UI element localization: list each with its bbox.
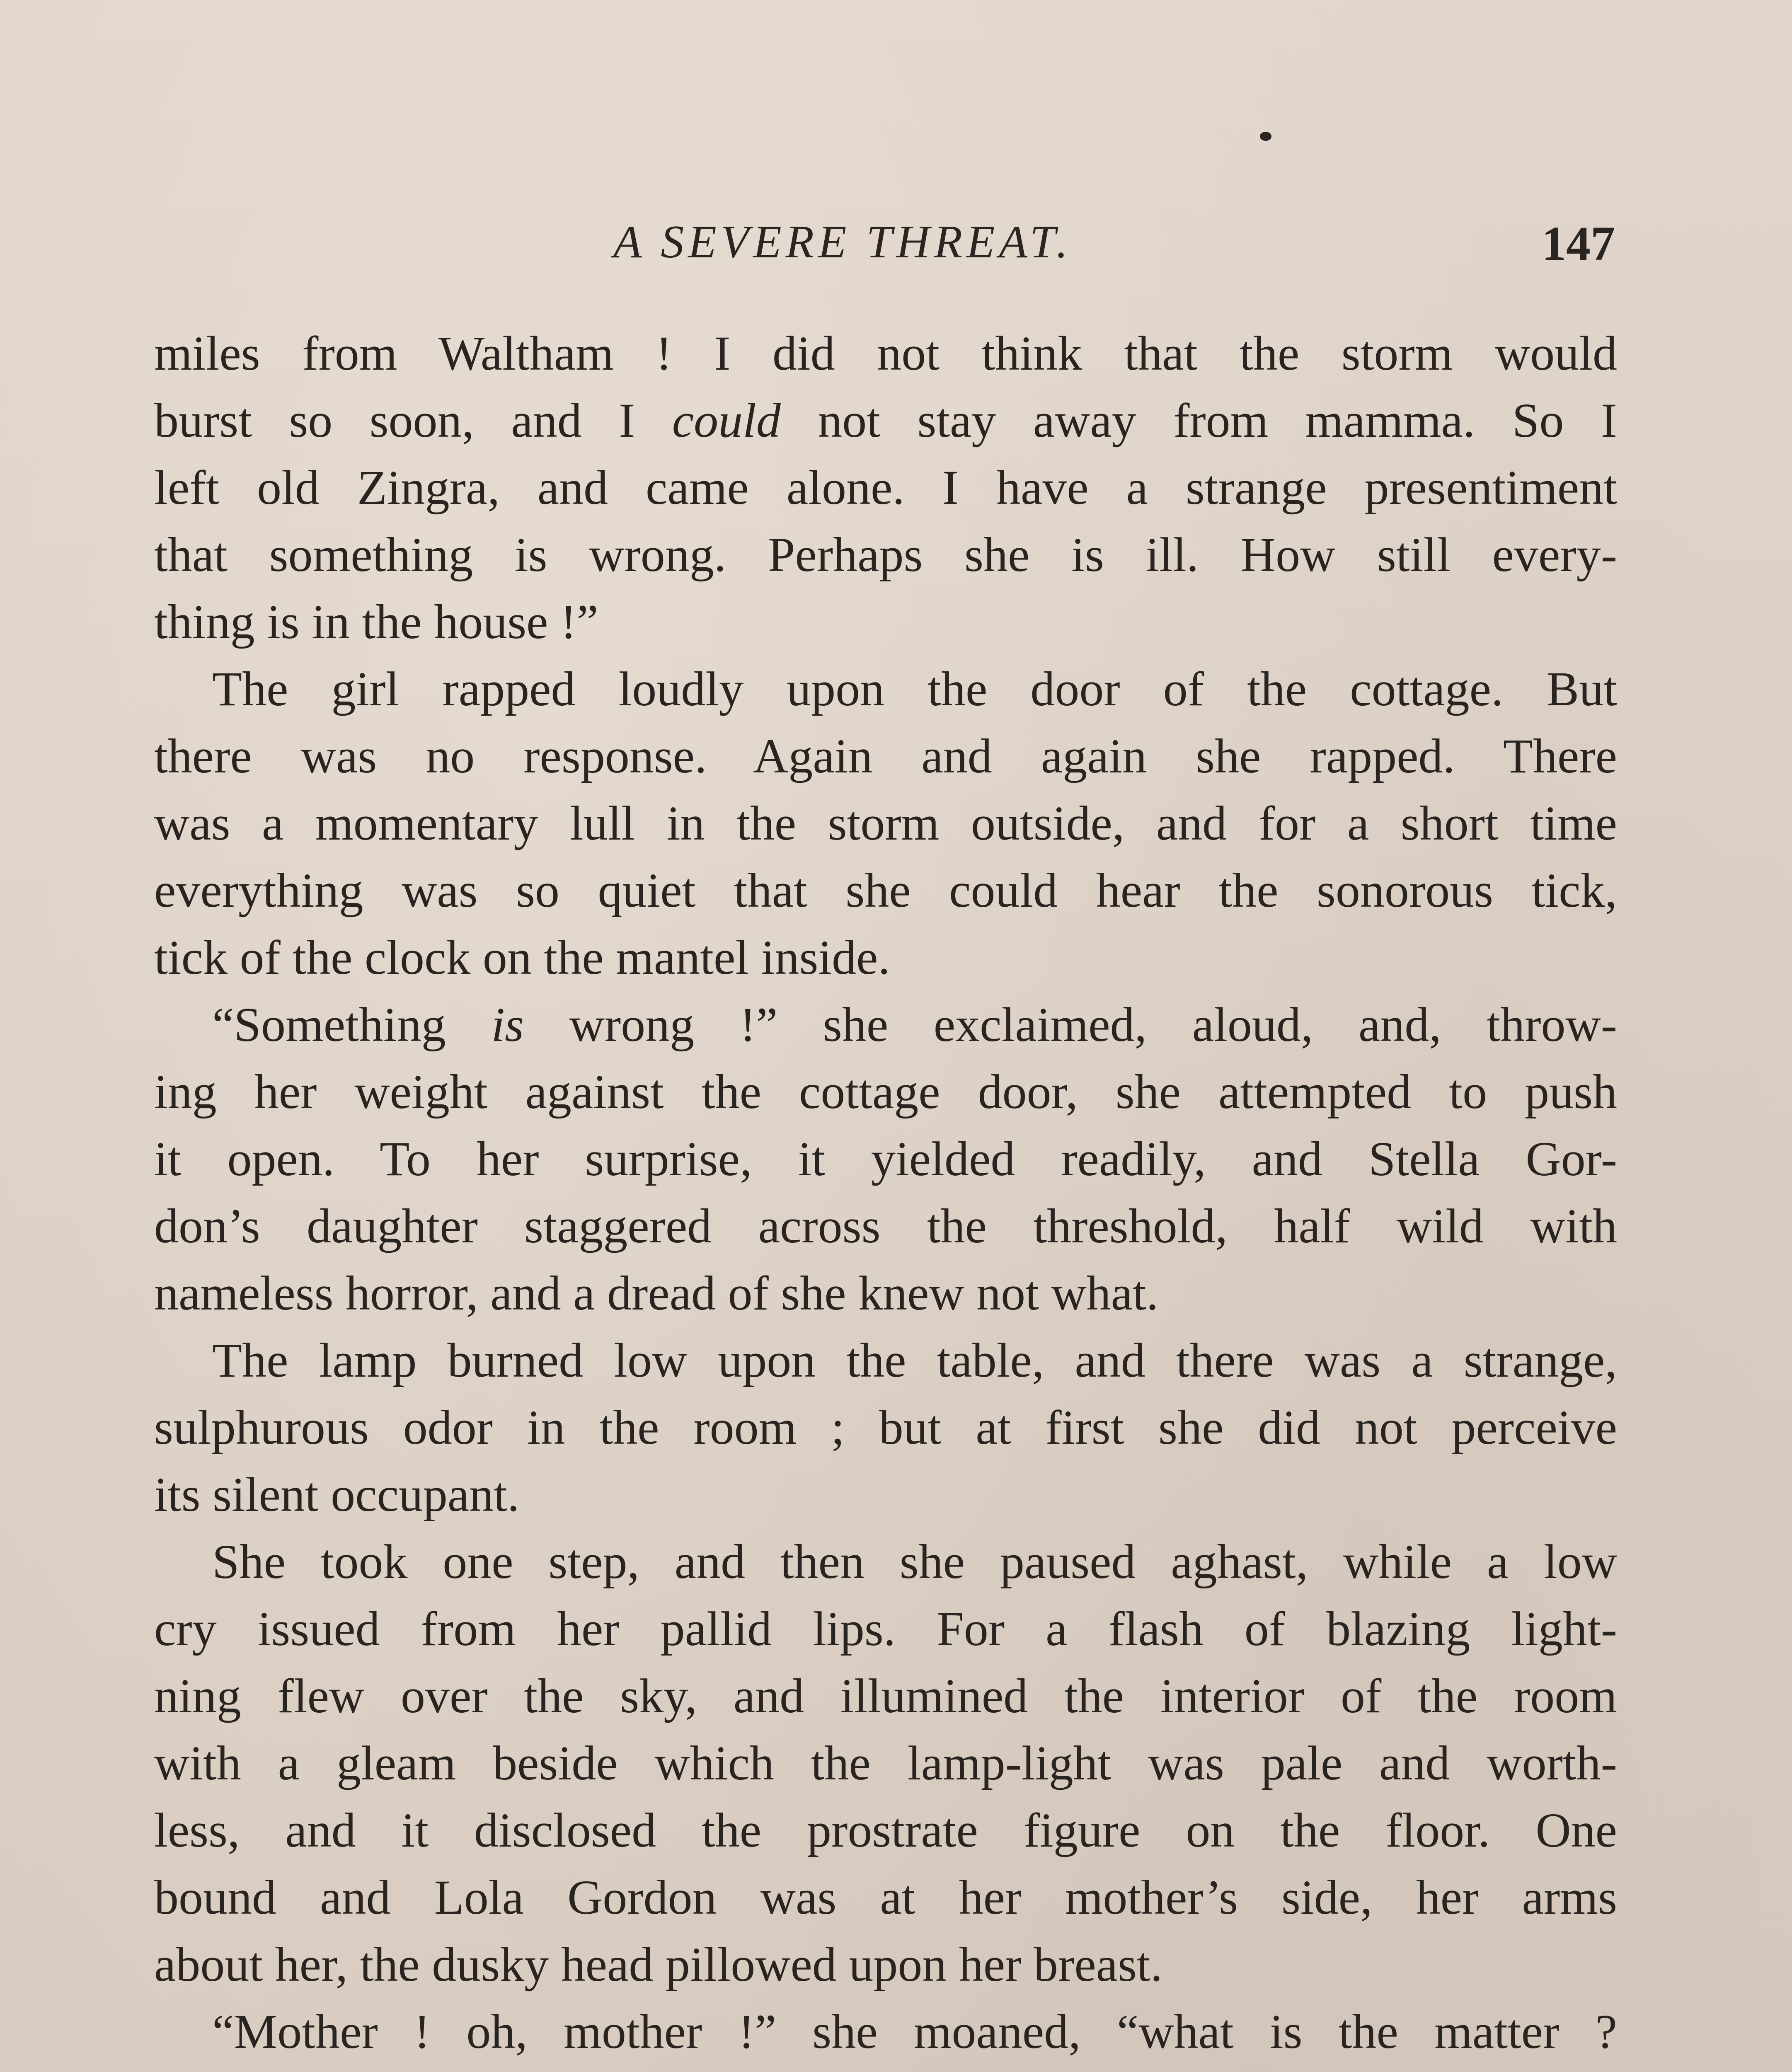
page-number: 147 xyxy=(1542,216,1615,271)
text-line: everything was so quiet that she could hear the sonorous tick, xyxy=(154,863,1617,917)
text-line: its silent occupant. xyxy=(154,1467,520,1522)
text-line: ing her weight against the cottage door, she attempted to push xyxy=(154,1065,1617,1119)
text-line xyxy=(154,991,1617,1058)
text-line: tick of the clock on the mantel inside. xyxy=(154,930,891,985)
text-line: less, and it disclosed the prostrate figure on the floor. One xyxy=(154,1803,1617,1857)
text-line: nameless horror, and a dread of she knew not what. xyxy=(154,1266,1159,1320)
text-line: miles from Waltham ! I did not think that the storm would xyxy=(154,326,1617,380)
text-segment: burst so soon, and I xyxy=(154,393,672,448)
text-line: that something is wrong. Perhaps she is ill. How still every- xyxy=(154,528,1617,582)
italic-word: is xyxy=(491,997,524,1052)
text-line: The lamp burned low upon the table, and there was a strange, xyxy=(212,1333,1617,1387)
text-line: She took one step, and then she paused aghast, while a low xyxy=(212,1535,1617,1589)
text-line xyxy=(154,387,1617,454)
body-text xyxy=(154,320,1617,2072)
running-head: A SEVERE THREAT. xyxy=(613,216,1072,268)
text-segment: “Something xyxy=(212,997,492,1052)
text-line: was a momentary lull in the storm outside, and for a short time xyxy=(154,796,1617,850)
text-line: cry issued from her pallid lips. For a flash of blazing light- xyxy=(154,1602,1617,1656)
text-line: “Mother ! oh, mother !” she moaned, “what is the matter ? xyxy=(212,2004,1617,2059)
text-line: thing is in the house !” xyxy=(154,595,598,649)
ink-speck xyxy=(1260,132,1271,141)
text-segment: wrong !” she exclaimed, aloud, and, throw- xyxy=(524,997,1617,1052)
text-line: there was no response. Again and again she rapped. There xyxy=(154,729,1617,783)
text-line: about her, the dusky head pillowed upon her breast. xyxy=(154,1937,1163,1992)
text-segment: not stay away from mamma. So I xyxy=(780,393,1617,448)
italic-word: could xyxy=(672,393,781,448)
text-line: ning flew over the sky, and illumined the interior of the room xyxy=(154,1669,1617,1723)
text-line: it open. To her surprise, it yielded readily, and Stella Gor- xyxy=(154,1132,1617,1186)
text-line xyxy=(154,2065,1617,2072)
text-line: bound and Lola Gordon was at her mother’s side, her arms xyxy=(154,1870,1617,1924)
text-line: with a gleam beside which the lamp-light was pale and worth- xyxy=(154,1736,1617,1790)
text-line: sulphurous odor in the room ; but at first she did not perceive xyxy=(154,1400,1617,1455)
text-line: left old Zingra, and came alone. I have a strange presentiment xyxy=(154,460,1617,515)
text-line: The girl rapped loudly upon the door of the cottage. But xyxy=(212,662,1617,716)
text-line: don’s daughter staggered across the threshold, half wild with xyxy=(154,1199,1617,1253)
